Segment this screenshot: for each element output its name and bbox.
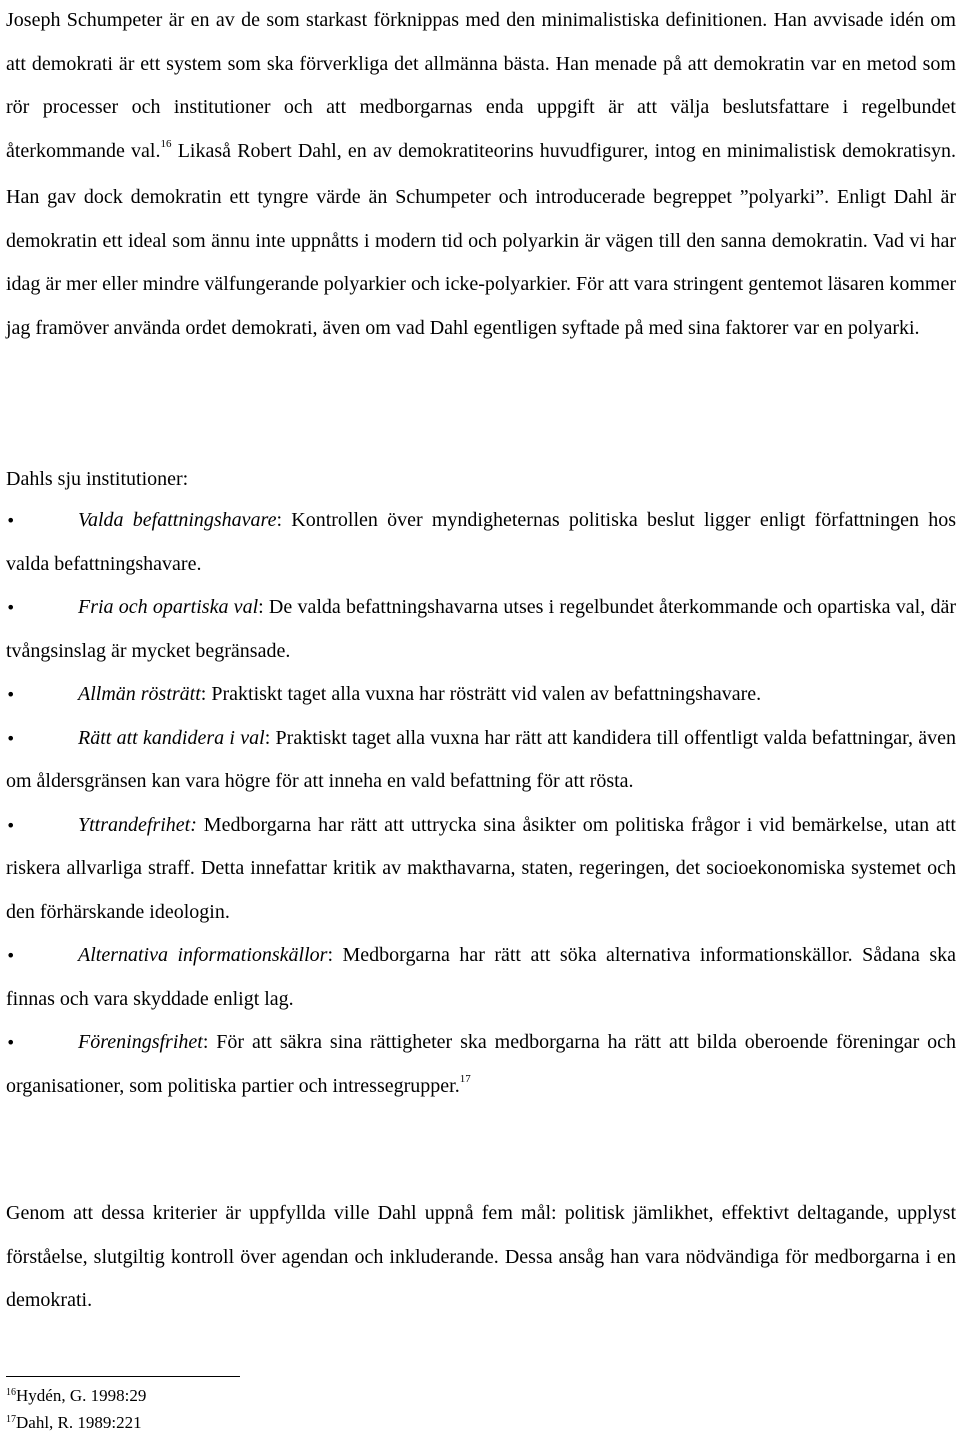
institution-text: För att säkra sina rättigheter ska medborgarna ha rätt att bilda oberoende föreningar och organisationer, som politiska partier och intressegrupper. (6, 1031, 956, 1097)
list-item (6, 586, 956, 673)
paragraph-dahl-goals: Genom att dessa kriterier är uppfyllda ville Dahl uppnå fem mål: politisk jämlikhet, effektivt deltagande, upplyst förståelse, slutgiltig kontroll över agendan och inkluderande. Dessa ansåg han vara nödvändiga för medborgarna i en demokrati. (6, 1202, 956, 1311)
term-separator: : (264, 726, 271, 749)
institution-term: Yttrandefrihet: (78, 813, 197, 836)
footnote-text: Hydén, G. 1998:29 (16, 1386, 147, 1405)
footnote-ref[interactable]: 17 (459, 1072, 471, 1085)
bullet-icon: • (6, 728, 16, 748)
institutions-list (6, 499, 956, 1111)
institution-term: Alternativa informationskällor (78, 944, 328, 966)
footnote-divider (6, 1376, 240, 1377)
term-separator: : (327, 944, 334, 966)
bullet-icon: • (6, 685, 16, 704)
footnote (6, 1384, 146, 1411)
institution-term: Föreningsfrihet (78, 1031, 203, 1053)
institution-text: Praktiskt taget alla vuxna har rätt att kandidera till offentligt valda befattningar, även om åldersgränsen kan vara högre för att inneha en vald befattning för att rösta. (6, 726, 956, 792)
list-item (6, 717, 956, 804)
term-separator: : (202, 1031, 209, 1053)
footnote-number: 17 (6, 1414, 16, 1425)
term-separator: : (258, 596, 264, 618)
bullet-icon: • (6, 1033, 16, 1052)
institution-text: Praktiskt taget alla vuxna har rösträtt vid valen av befattningshavare. (206, 683, 762, 705)
institutions-heading: Dahls sju institutioner: (6, 468, 189, 490)
institution-text: Medborgarna har rätt att uttrycka sina åsikter om politiska frågor i vid bemärkelse, utan att riskera allvarliga straff. Detta innefattar kritik av makthavarna, staten, regeringen, det socioekonomiska systemet och den förhärskande ideologin. (6, 813, 956, 923)
paragraph-schumpeter-dahl (6, 0, 956, 350)
bullet-icon: • (6, 946, 16, 965)
term-separator: : (200, 683, 207, 705)
bullet-icon: • (6, 598, 16, 617)
term-separator: : (276, 509, 283, 531)
paragraph-text: Joseph Schumpeter är en av de som starkast förknippas med den minimalistiska definitionen. Han avvisade idén om att demokrati är ett system som ska förverkliga det allmänna bästa. Han menade på att demokratin var en metod som rör processer och institutioner och att medborgarnas enda uppgift är att välja beslutsfattare i regelbundet återkommande val. (6, 9, 956, 162)
footnote-text: Dahl, R. 1989:221 (16, 1413, 142, 1432)
list-item (6, 673, 956, 717)
list-item (6, 1021, 956, 1111)
institution-term: Rätt att kandidera i val (78, 726, 265, 749)
paragraph-text: Likaså Robert Dahl, en av demokratiteorins huvudfigurer, intog en minimalistisk demokratisyn. Han gav dock demokratin ett tyngre värde än Schumpeter och introducerade begreppet ”polyarki”. Enligt Dahl är demokratin ett ideal som ännu inte uppnåtts i modern tid och polyarkin är vägen till den sanna demokratin. Vad vi har idag är mer eller mindre välfungerande polyarkier och icke-polyarkier. För att vara stringent gentemot läsaren kommer jag framöver använda ordet demokrati, även om vad Dahl egentligen syftade på med sina faktorer var en polyarki. (6, 139, 956, 339)
bullet-icon: • (6, 815, 16, 835)
list-item (6, 804, 956, 935)
institution-text: Medborgarna har rätt att söka alternativa informationskällor. Sådana ska finnas och vara skyddade enligt lag. (6, 944, 956, 1010)
bullet-icon: • (6, 511, 16, 530)
footnote (6, 1411, 146, 1438)
institution-text: Kontrollen över myndigheternas politiska beslut ligger enligt författningen hos valda befattningshavare. (6, 509, 956, 575)
list-item (6, 499, 956, 586)
footnotes (6, 1384, 146, 1438)
institution-term: Fria och opartiska val (78, 596, 259, 618)
institution-text: De valda befattningshavarna utses i regelbundet återkommande och opartiska val, där tvångsinslag är mycket begränsade. (6, 596, 956, 662)
list-item (6, 934, 956, 1021)
institution-term: Valda befattningshavare (78, 509, 277, 531)
footnote-ref[interactable]: 16 (160, 137, 172, 150)
footnote-number: 16 (6, 1387, 16, 1398)
institution-term: Allmän rösträtt (78, 683, 201, 705)
